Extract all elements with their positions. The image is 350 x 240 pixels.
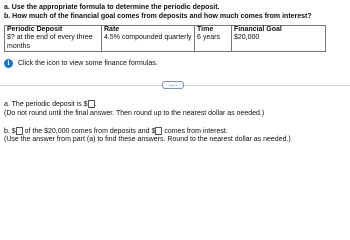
question-part-b: b. How much of the financial goal comes from deposits and how much comes from interest?: [4, 13, 312, 20]
header-time: Time: [195, 26, 232, 35]
part-a-prefix: a. The periodic deposit is $: [4, 101, 88, 108]
part-b-suffix: comes from interest.: [162, 128, 228, 135]
cell-periodic-deposit: $? at the end of every three months: [5, 34, 102, 51]
part-b-note: (Use the answer from part (a) to find these answers. Round to the nearest dollar as needed.): [4, 136, 291, 143]
table-header-row: [5, 26, 326, 35]
part-a-note: (Do not round until the final answer. Then round up to the nearest dollar as needed.): [4, 110, 265, 117]
part-b-prompt: [4, 127, 228, 136]
part-a-period: .: [94, 101, 97, 108]
part-b-middle: of the $20,000 comes from deposits and $: [22, 128, 156, 135]
question-part-a: a. Use the appropriate formula to determine the periodic deposit.: [4, 4, 220, 11]
given-data-table: [4, 25, 326, 52]
table-row: [5, 34, 326, 51]
cell-rate: 4.5% compounded quarterly: [102, 34, 195, 51]
part-b-prefix: b. $: [4, 128, 16, 135]
header-periodic-deposit: Periodic Deposit: [5, 26, 102, 35]
cell-time: 6 years: [195, 34, 232, 51]
info-text: Click the icon to view some finance formulas.: [18, 60, 158, 67]
part-a-prompt: [4, 100, 97, 109]
deposits-answer-input[interactable]: [16, 127, 23, 135]
header-rate: Rate: [102, 26, 195, 35]
info-icon[interactable]: i: [4, 59, 13, 68]
header-financial-goal: Financial Goal: [232, 26, 326, 35]
periodic-deposit-answer-input[interactable]: [88, 100, 95, 108]
expand-button[interactable]: .....: [162, 81, 184, 89]
cell-financial-goal: $20,000: [232, 34, 326, 51]
